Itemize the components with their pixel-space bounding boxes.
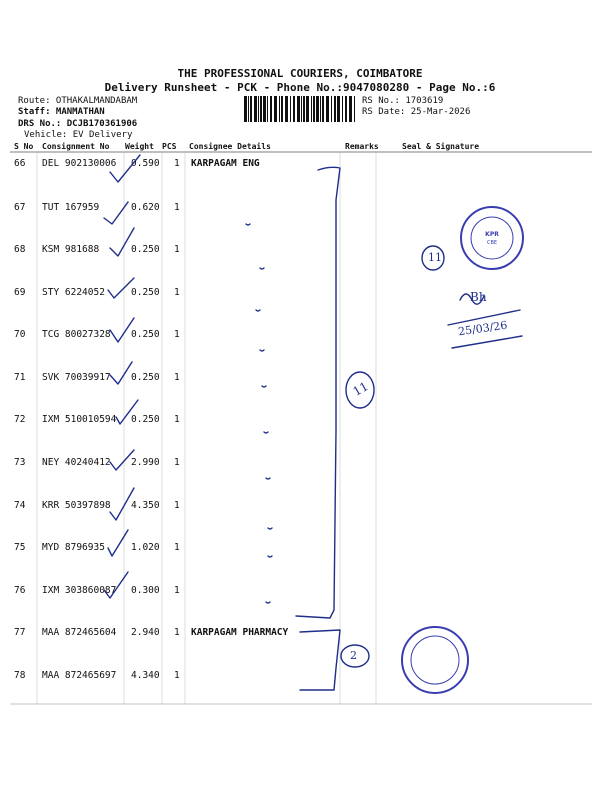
svg-text:CBE: CBE [486,240,498,246]
consignment-no: KSM 981688 [42,244,100,255]
consignment-no: IXM 303860087 [42,585,117,596]
weight: 0.250 [131,372,160,383]
sno: 69 [14,287,26,298]
sno: 66 [14,158,26,169]
sno: 70 [14,329,26,340]
weight: 2.940 [131,627,160,638]
drs-label: DRS No.: DCJB170361906 [18,119,138,129]
pcs: 1 [174,372,180,383]
sno: 77 [14,627,26,638]
consignment-no: SVK 70039917 [42,372,111,383]
consignee: KARPAGAM PHARMACY [191,627,289,638]
pcs: 1 [174,329,180,340]
col-remarks: Remarks [345,142,379,151]
count-2-mark: 2 [350,649,357,662]
staff-label: Staff: MANMATHAN [18,107,105,117]
pcs: 1 [174,500,180,511]
consignee: KARPAGAM ENG [191,158,260,169]
sno: 76 [14,585,26,596]
runsheet-title: Delivery Runsheet - PCK - Phone No.:9047080280 - Page No.:6 [104,81,496,94]
consignment-no: IXM 510010594 [42,414,117,425]
pcs: 1 [174,457,180,468]
sno: 71 [14,372,26,383]
col-weight: Weight [125,142,154,151]
col-consignee: Consignee Details [189,142,271,151]
sno: 74 [14,500,26,511]
vehicle-label: Vehicle: EV Delivery [24,130,133,140]
col-consignment: Consignment No [42,142,110,151]
consignment-no: TCG 80027328 [42,329,111,340]
stamp-kpr-college [461,207,523,269]
consignment-no: MAA 872465604 [42,627,117,638]
sno: 78 [14,670,26,681]
pcs: 1 [174,627,180,638]
company-title: THE PROFESSIONAL COURIERS, COIMBATORE [177,67,423,80]
weight: 4.350 [131,500,160,511]
rs-no-label: RS No.: 1703619 [362,96,444,106]
sno: 68 [14,244,26,255]
weight: 0.250 [131,329,160,340]
pcs: 1 [174,542,180,553]
pcs: 1 [174,670,180,681]
weight: 0.250 [131,414,160,425]
consignment-no: MAA 872465697 [42,670,117,681]
weight: 1.020 [131,542,160,553]
sno: 72 [14,414,26,425]
consignment-no: NEY 40240412 [42,457,111,468]
route-label: Route: OTHAKALMANDABAM [18,96,138,106]
weight: 0.250 [131,287,160,298]
signature-date: 25/03/26 [457,318,509,339]
consignment-no: KRR 50397898 [42,500,111,511]
weight: 4.340 [131,670,160,681]
weight: 0.250 [131,244,160,255]
rs-date-label: RS Date: 25-Mar-2026 [362,107,471,117]
consignment-no: STY 6224052 [42,287,105,298]
pcs: 1 [174,585,180,596]
initials: Bh [470,290,487,304]
count-11-mark: 11 [428,251,442,264]
col-sno: S No [14,142,34,151]
svg-text:KPR: KPR [485,231,499,238]
stamp-karpagam-pharmacy [402,627,468,693]
consignment-no: TUT 167959 [42,202,100,213]
sno: 67 [14,202,26,213]
pcs: 1 [174,202,180,213]
col-seal-signature: Seal & Signature [402,142,480,151]
sno: 73 [14,457,26,468]
col-pcs: PCS [162,142,177,151]
pcs: 1 [174,158,180,169]
consignment-no: MYD 8796935 [42,542,105,553]
sno: 75 [14,542,26,553]
weight: 0.590 [131,158,160,169]
count-11-bracket: 11 [350,379,371,399]
weight: 0.620 [131,202,160,213]
consignment-no: DEL 902130006 [42,158,117,169]
weight: 0.300 [131,585,160,596]
pcs: 1 [174,414,180,425]
pcs: 1 [174,287,180,298]
pcs: 1 [174,244,180,255]
weight: 2.990 [131,457,160,468]
